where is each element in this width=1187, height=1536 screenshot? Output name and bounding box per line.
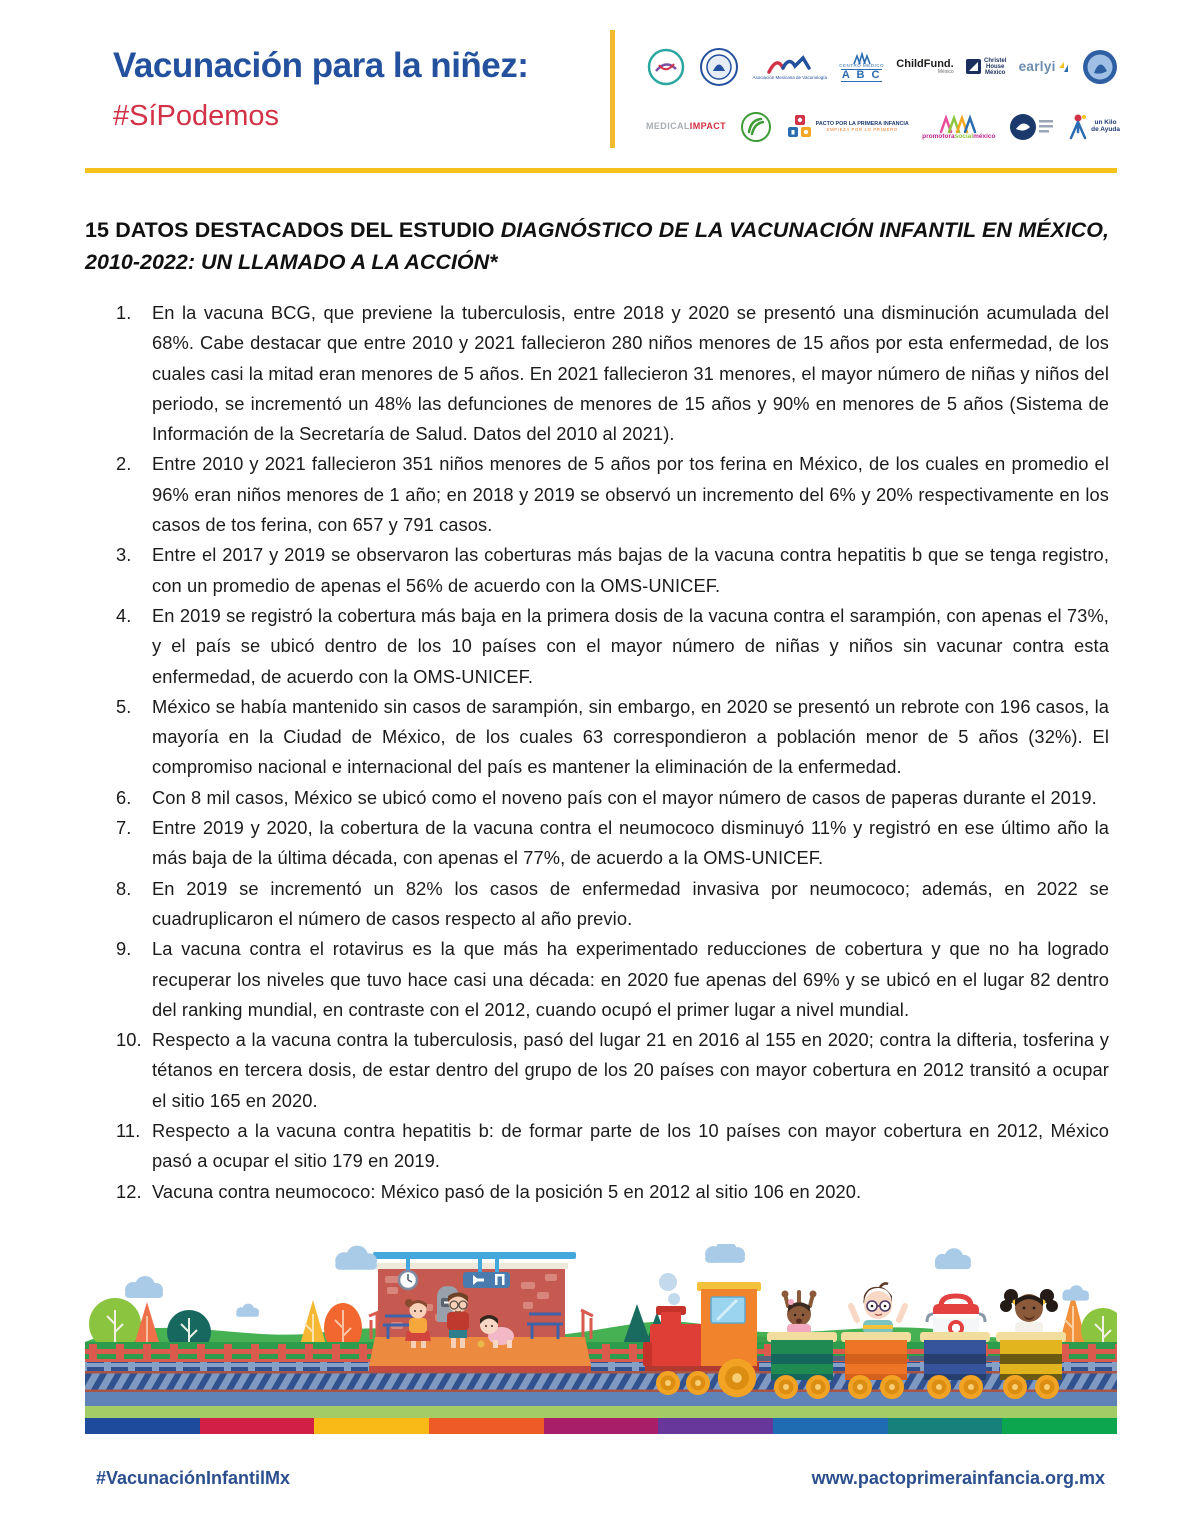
heading-study-title: DIAGNÓSTICO DE LA VACUNACIÓN INFANTIL EN MÉXICO, 2010-2022: UN LLAMADO A LA ACCIÓN* [85,218,1110,274]
list-item: Con 8 mil casos, México se ubicó como el noveno país con el mayor número de casos de paperas durante el 2019. [152,786,1097,808]
logo-label: un Kilo [1094,119,1117,127]
early-corner-icon [1059,62,1068,72]
logo-academia-pediatria [698,46,740,88]
stripe-segment [314,1418,429,1434]
list-item: Entre 2019 y 2020, la cobertura de la vacuna contra el neumococo disminuyó 11% y registró en ese último año la más baja de la última década, con apenas el 77%, de acuerdo a la OMS-UNICEF. [152,817,1109,869]
station-sign [463,1272,510,1288]
stripe-segment [1002,1418,1117,1434]
logo-label: EMPIEZA POR LO PRIMERO [826,126,898,132]
pacto-blocks-icon [787,114,813,140]
list-item: En la vacuna BCG, que previene la tuberculosis, entre 2018 y 2020 se presentó una disminución acumulada del 68%. Cabe destacar que entre 2010 y 2021 fallecieron 280 niños menores de 15 años por esta enfermedad, de los cuales casi la mitad eran menores de 5 años. En 2021 fallecieron 31 menores, el mayor número de niñas y niños del periodo, se incrementó un 48% las defunciones de menores de 15 años y 90% en menores de 5 años (Sistema de Información de la Secretaría de Salud. Datos del 2010 al 2021). [152,302,1109,445]
list-item: Entre el 2017 y 2019 se observaron las coberturas más bajas de la vacuna contra hepatitis b que se tenga registro, con un promedio de apenas el 56% de acuerdo con la OMS-UNICEF. [152,544,1109,596]
logo-label: IMPACT [689,121,727,132]
logo-medical-impact [646,122,726,131]
logo-label: Christel [983,57,1007,64]
train-station [369,1252,593,1372]
logo-label: Asociación Mexicana de Vacunología [752,74,827,80]
stripe-segment [200,1418,315,1434]
logo-label: House [985,63,1005,70]
logo-early-institute [1019,60,1068,74]
list-item: En 2019 se incrementó un 82% los casos de enfermedad invasiva por neumococo; además, en 2022 se cuadruplicaron el número de casos respecto al año previo. [152,877,1109,929]
page-title: Vacunación para la niñez: [113,46,529,85]
logo-label: MEDICAL [646,121,690,132]
list-item: México se había mantenido sin casos de sarampión, sin embargo, en 2020 se presentó un rebrote con 196 casos, la mayoría en la Ciudad de México, de los cuales 63 correspondieron a población menor de 5 años (32%). El compromiso nacional e internacional del país es mantener la eliminación de la enfermedad. [152,695,1109,778]
heading-lead: 15 DATOS DESTACADOS DEL ESTUDIO [85,218,501,242]
stripe-segment [773,1418,888,1434]
list-item: Entre 2010 y 2021 fallecieron 351 niños menores de 5 años por tos ferina en México, de los cuales en promedio el 96% eran niños menores de 1 año; en 2018 y 2019 se observó un incremento del 6% y 20% respectivamente en los casos de tos ferina, con 657 y 791 casos. [152,453,1109,536]
logo-asociacion-vacunologia [753,54,827,81]
logo-label: México [937,69,954,76]
logo-label: A B C [841,68,882,81]
logo-centro-medico-abc [839,52,884,82]
logo-label: PACTO POR LA PRIMERA INFANCIA [815,120,909,127]
list-item: Vacuna contra neumococo: México pasó de la posición 5 en 2012 al sitio 106 en 2020. [152,1180,862,1202]
promotora-figures-icon [938,114,980,134]
stripe-segment [544,1418,659,1434]
logo-promotora-social [922,114,995,141]
university-seal-icon [1080,47,1120,87]
header-divider [85,168,1117,173]
logo-un-kilo-de-ayuda [1068,114,1120,140]
roof-bar [373,1252,576,1259]
logo-label: earlyi [1018,58,1056,74]
navy-org-icon [1009,112,1055,142]
logo-label: México [984,70,1006,77]
logo-pacto-primera-infancia [787,114,909,140]
academy-badge-icon [698,46,740,88]
logo-label: CENTRO MEDICO [839,62,885,68]
list-item: Respecto a la vacuna contra hepatitis b: de formar parte de los 10 países con mayor cobertura en 2012, México pasó a ocupar el sitio 179 en 2019. [152,1120,1109,1172]
logo-childfund [896,59,953,76]
list-item: La vacuna contra el rotavirus es la que más ha experimentado reducciones de cobertura y que no ha logrado recuperar los niveles que tuvo hace casi una década: en 2020 fue apenas del 69% y se ubicó en el lugar 82 dentro del ranking mundial, en contraste con el 2012, cuando ocupó el primer lugar a nivel mundial. [152,938,1109,1020]
logo-label: social [954,132,974,140]
logo-christel-house [966,58,1006,77]
vertical-divider [610,30,615,148]
smoke-puff [668,1293,680,1305]
logo-label: méxico [973,132,996,140]
christel-house-icon [966,59,981,74]
logo-label: promotora [922,132,955,140]
facts-list [85,298,1109,1207]
footer-website-link[interactable]: www.pactoprimerainfancia.org.mx [811,1468,1105,1488]
station-clock [399,1271,417,1289]
logo-navy-circle-org [1009,112,1055,142]
train-station-illustration [85,1244,1117,1418]
document-heading [85,214,1109,278]
amv-mark-icon [765,54,815,76]
stripe-segment [658,1418,773,1434]
logo-label: de Ayuda [1091,126,1120,133]
stripe-segment [429,1418,544,1434]
partner-logos [646,36,1120,152]
kilo-figure-icon [1068,114,1088,140]
logo-sociedad-pediatria [646,47,686,87]
green-emblem-icon [739,110,773,144]
toy-ball [478,1341,485,1348]
campaign-hashtag: #SíPodemos [113,100,280,132]
logo-label: ChildFund. [896,57,954,70]
color-stripe [85,1418,1117,1434]
list-item: Respecto a la vacuna contra la tuberculosis, pasó del lugar 21 en 2016 al 155 en 2020; contra la difteria, tosferina y tétanos en tercera dosis, de estar dentro del grupo de los 20 países con mayor cobertura en 2012 transitó a ocupar el sitio 165 en 2020. [152,1029,1109,1111]
cornice [375,1263,568,1269]
locomotive [643,1282,761,1397]
stripe-segment [888,1418,1003,1434]
logo-university-badge [1080,47,1120,87]
list-item: En 2019 se registró la cobertura más baja en la primera dosis de la vacuna contra el sarampión, con apenas el 73%, y el país se ubicó dentro de los 10 países con el mayor número de niñas y niños sin vacunar contra esta enfermedad, de acuerdo con la OMS-UNICEF. [152,604,1109,687]
logo-green-emblem [739,110,773,144]
footer-hashtag: #VacunaciónInfantilMx [96,1468,291,1488]
stripe-segment [85,1418,200,1434]
pediatrics-society-icon [646,47,686,87]
smoke-puff [659,1273,677,1291]
baby-bow [788,1299,794,1305]
